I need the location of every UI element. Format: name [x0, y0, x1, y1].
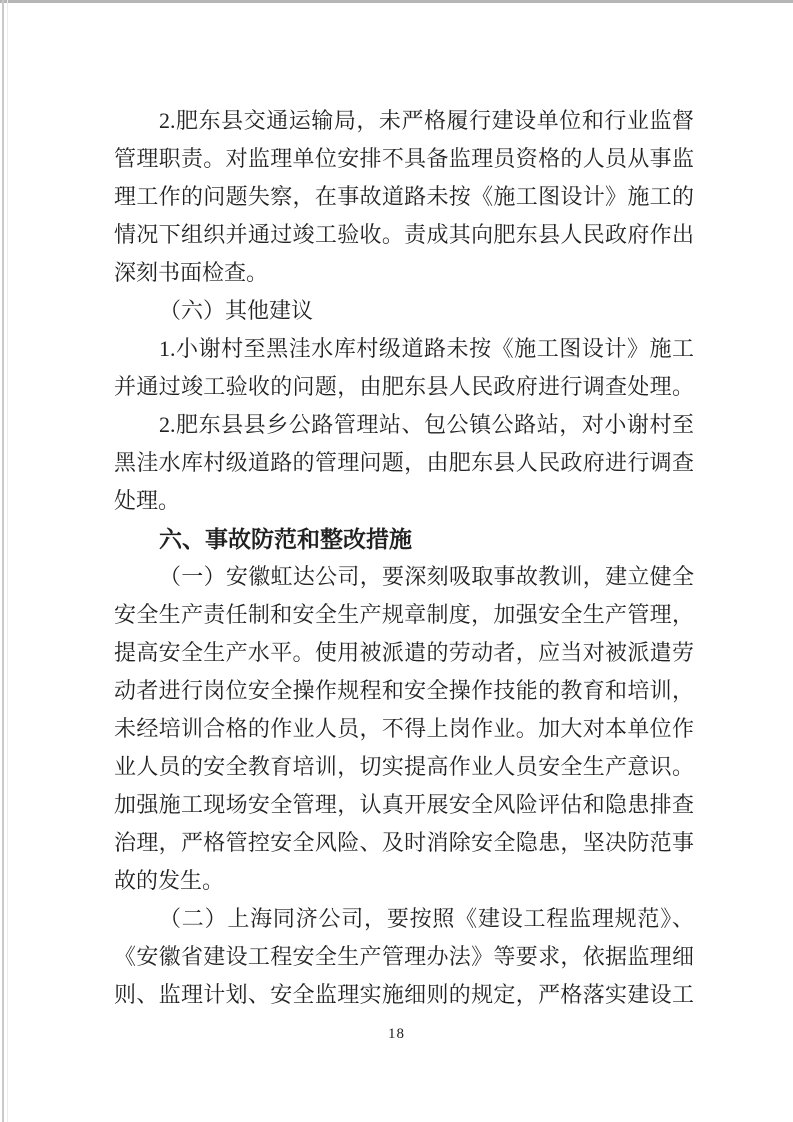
- document-text: [114, 102, 694, 1014]
- text-line: 2.肥东县县乡公路管理站、包公镇公路站，对小谢村至: [159, 412, 694, 437]
- text-line: 处理。: [114, 488, 181, 513]
- text-line: 并通过竣工验收的问题，由肥东县人民政府进行调查处理。: [114, 374, 694, 399]
- text-line: 治理，严格管控安全风险、及时消除安全隐患，坚决防范事: [114, 830, 694, 855]
- text-line: 黑洼水库村级道路的管理问题，由肥东县人民政府进行调查: [114, 450, 694, 475]
- text-line: 加强施工现场安全管理，认真开展安全风险评估和隐患排查: [114, 792, 694, 817]
- text-line: 动者进行岗位安全操作规程和安全操作技能的教育和培训，: [114, 678, 694, 703]
- text-line: 管理职责。对监理单位安排不具备监理员资格的人员从事监: [114, 146, 694, 171]
- text-line: 提高安全生产水平。使用被派遣的劳动者，应当对被派遣劳: [114, 640, 694, 665]
- text-line: 故的发生。: [114, 868, 225, 893]
- text-line: （一）安徽虹达公司，要深刻吸取事故教训，建立健全: [159, 564, 694, 589]
- text-line: 情况下组织并通过竣工验收。责成其向肥东县人民政府作出: [114, 222, 694, 247]
- text-line: 业人员的安全教育培训，切实提高作业人员安全生产意识。: [114, 754, 694, 779]
- text-line: 1.小谢村至黑洼水库村级道路未按《施工图设计》施工: [159, 336, 694, 361]
- text-line: 2.肥东县交通运输局，未严格履行建设单位和行业监督: [159, 108, 694, 133]
- text-line: 未经培训合格的作业人员，不得上岗作业。加大对本单位作: [114, 716, 694, 741]
- scan-edge-top: [0, 0, 793, 3]
- text-line: （二）上海同济公司，要按照《建设工程监理规范》、: [159, 906, 694, 931]
- page-number: 18: [388, 1026, 405, 1042]
- text-line: 深刻书面检查。: [114, 260, 269, 285]
- text-line: 《安徽省建设工程安全生产管理办法》等要求，依据监理细: [114, 944, 694, 969]
- text-line: （六）其他建议: [159, 298, 314, 323]
- scan-edge-left: [2, 0, 4, 1122]
- text-line: 安全生产责任制和安全生产规章制度，加强安全生产管理，: [114, 602, 694, 627]
- section-heading: 六、事故防范和整改措施: [159, 526, 412, 552]
- text-line: 则、监理计划、安全监理实施细则的规定，严格落实建设工: [114, 982, 694, 1007]
- scan-edge-left-faint: [7, 0, 8, 1122]
- text-line: 理工作的问题失察，在事故道路未按《施工图设计》施工的: [114, 184, 694, 209]
